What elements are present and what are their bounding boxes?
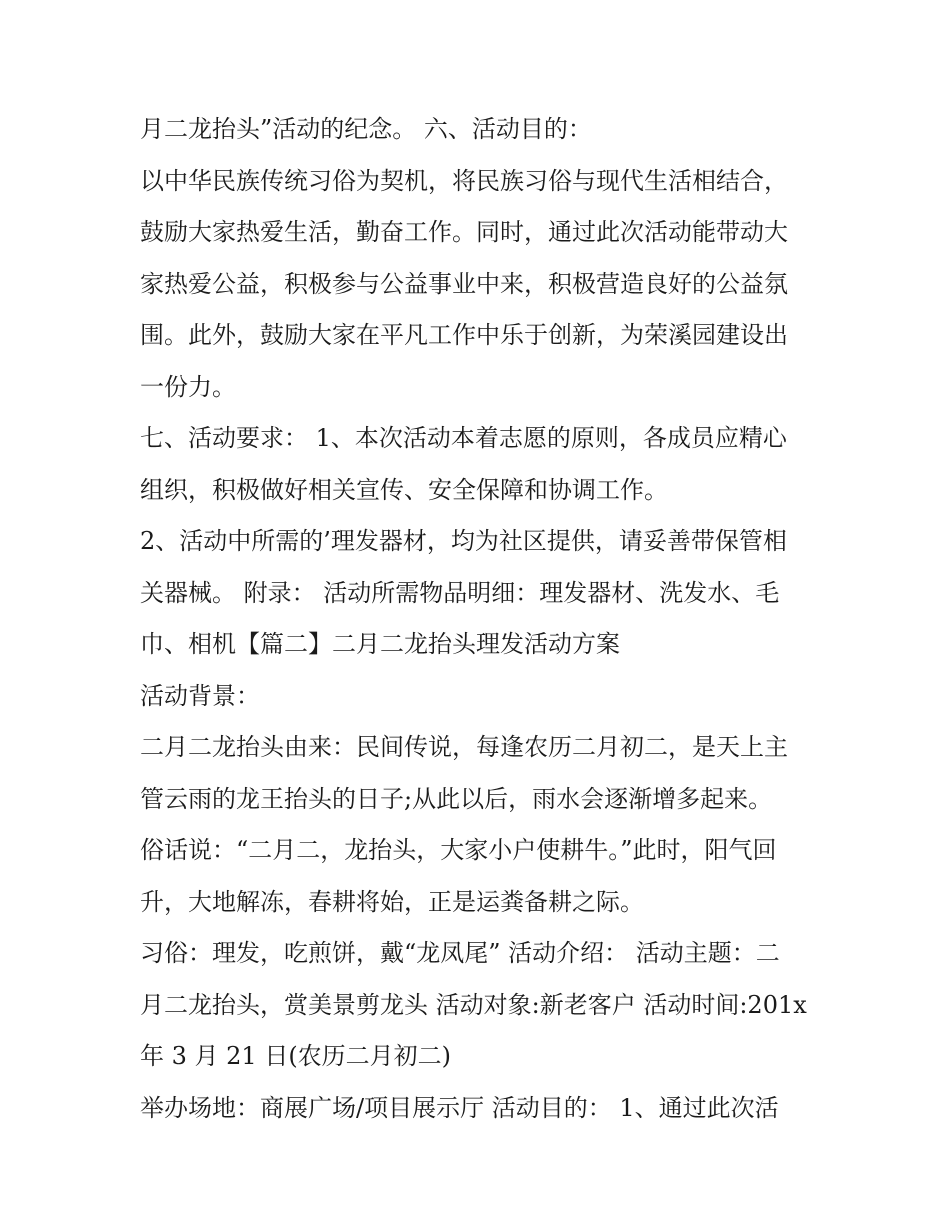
text-line: 围。此外，鼓励大家在平凡工作中乐于创新，为荣溪园建设出 xyxy=(140,321,788,349)
text-line: 一份力。 xyxy=(140,372,236,401)
text-line: 巾、相机【篇二】二月二龙抬头理发活动方案 xyxy=(140,630,620,658)
text-line: 月二龙抬头”活动的纪念。 六、活动目的： xyxy=(140,115,592,143)
text-line: 二月二龙抬头由来：民间传说，每逢农历二月初二，是天上主 xyxy=(140,733,788,761)
section-heading: 活动背景： xyxy=(140,681,260,710)
text-line: 以中华民族传统习俗为契机，将民族习俗与现代生活相结合， xyxy=(140,166,788,195)
text-line: 2、活动中所需的’理发器材，均为社区提供，请妥善带保管相 xyxy=(140,527,787,555)
text-line: 管云雨的龙王抬头的日子;从此以后，雨水会逐渐增多起来。 xyxy=(140,784,773,813)
text-line: 习俗：理发，吃煎饼，戴“龙凤尾” 活动介绍： 活动主题：二 xyxy=(140,939,780,967)
text-line: 七、活动要求： 1、本次活动本着志愿的原则，各成员应精心 xyxy=(140,424,787,452)
text-line: 月二龙抬头，赏美景剪龙头 活动对象:新老客户 活动时间:201x xyxy=(140,990,807,1019)
text-line: 关器械。 附录： 活动所需物品明细：理发器材、洗发水、毛 xyxy=(140,578,780,607)
text-line: 鼓励大家热爱生活，勤奋工作。同时，通过此次活动能带动大 xyxy=(140,218,788,246)
document-body xyxy=(140,104,820,1134)
text-line: 年 3 月 21 日(农历二月初二) xyxy=(140,1042,452,1070)
text-line: 举办场地：商展广场/项目展示厅 活动目的： 1、通过此次活 xyxy=(140,1093,779,1122)
text-line: 升，大地解冻，春耕将始，正是运粪备耕之际。 xyxy=(140,887,644,916)
text-line: 家热爱公益，积极参与公益事业中来，积极营造良好的公益氛 xyxy=(140,269,788,298)
text-line: 俗话说：“二月二，龙抬头，大家小户使耕牛。”此时，阳气回 xyxy=(140,836,777,864)
text-line: 组织，积极做好相关宣传、安全保障和协调工作。 xyxy=(140,475,668,504)
